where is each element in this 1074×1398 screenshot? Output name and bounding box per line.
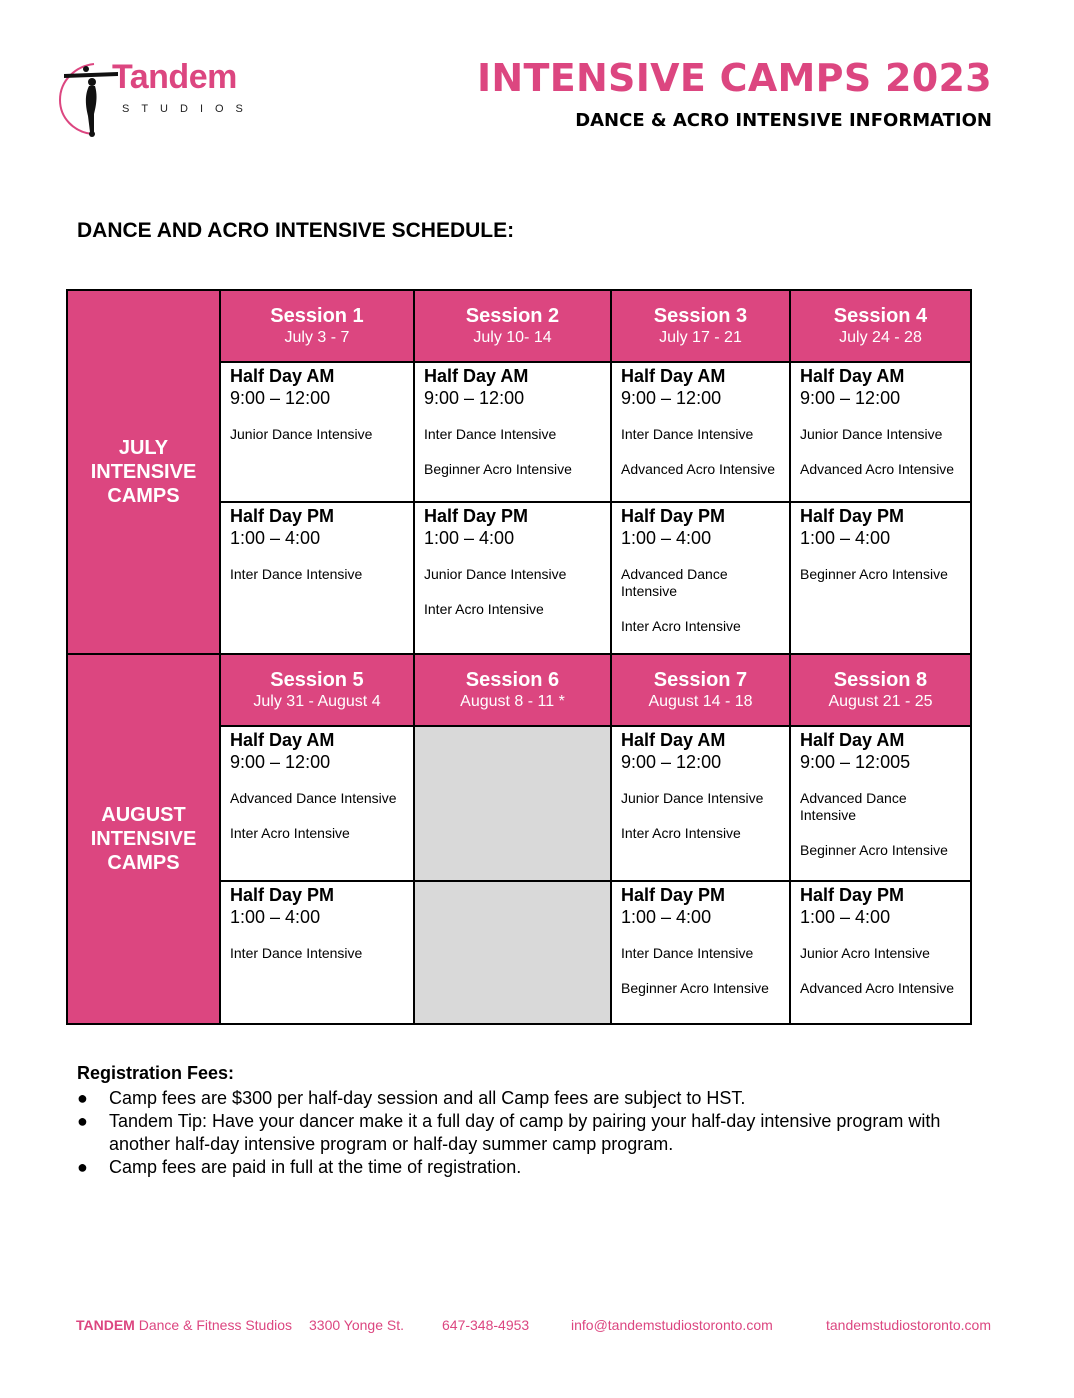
slot-label: Half Day AM [621, 730, 726, 750]
session-dates: August 21 - 25 [828, 693, 933, 710]
list-item [77, 1087, 992, 1110]
month-label-line: INTENSIVE [90, 828, 197, 850]
program-name: Junior Dance Intensive [424, 566, 567, 582]
month-label-line: CAMPS [107, 852, 180, 874]
session-name: Session 1 [270, 305, 364, 327]
session-name: Session 8 [833, 669, 928, 691]
month-label-line: INTENSIVE [90, 461, 197, 483]
logo-wordmark: Tandem [112, 58, 237, 96]
session-name: Session 3 [653, 305, 748, 327]
slot-time: 1:00 – 4:00 [800, 528, 891, 548]
program-name: Junior Acro Intensive [800, 945, 930, 961]
time-slot [220, 881, 414, 1024]
page-subtitle: DANCE & ACRO INTENSIVE INFORMATION [575, 110, 992, 131]
slot-label: Half Day PM [424, 506, 529, 526]
program-name: Inter Acro Intensive [621, 618, 741, 634]
session-dates: July 24 - 28 [839, 329, 922, 346]
program-name: Inter Acro Intensive [230, 825, 350, 841]
slot-time: 1:00 – 4:00 [230, 528, 321, 548]
fee-text: Camp fees are $300 per half-day session and all Camp fees are subject to HST. [109, 1088, 746, 1108]
time-slot [611, 881, 790, 1024]
slot-label: Half Day PM [800, 506, 905, 526]
slot-label: Half Day PM [230, 885, 335, 905]
bullet-icon: ● [77, 1088, 88, 1108]
session-name: Session 6 [465, 669, 560, 691]
time-slot [790, 362, 971, 502]
footer [76, 1317, 996, 1335]
page-title: INTENSIVE CAMPS 2023 [476, 56, 992, 100]
program-name: Inter Dance Intensive [230, 945, 363, 961]
month-label-line: JULY [118, 437, 169, 459]
session-header [611, 290, 790, 362]
program-name: Advanced Acro Intensive [621, 461, 776, 477]
slot-label: Half Day AM [621, 366, 726, 386]
session-dates: July 3 - 7 [284, 329, 350, 346]
program-name: Advanced Acro Intensive [800, 980, 955, 996]
program-name: Beginner Acro Intensive [621, 980, 769, 996]
session-name: Session 2 [465, 305, 560, 327]
slot-time: 1:00 – 4:00 [230, 907, 321, 927]
slot-time: 9:00 – 12:005 [800, 752, 911, 772]
slot-label: Half Day AM [230, 366, 335, 386]
logo-subtext: STUDIOS [122, 103, 255, 115]
slot-label: Half Day PM [621, 885, 726, 905]
footer-company [76, 1317, 292, 1333]
slot-label: Half Day AM [800, 366, 905, 386]
empty-slot [414, 726, 611, 881]
program-name: Beginner Acro Intensive [800, 842, 948, 858]
program-name: Advanced Dance Intensive [230, 790, 397, 806]
program-name: Beginner Acro Intensive [800, 566, 948, 582]
session-dates: August 14 - 18 [648, 693, 753, 710]
slot-label: Half Day AM [424, 366, 529, 386]
fees-list [77, 1087, 992, 1179]
time-slot [220, 362, 414, 502]
time-slot [611, 726, 790, 881]
footer-website[interactable]: tandemstudiostoronto.com [826, 1317, 991, 1333]
time-slot [790, 502, 971, 654]
footer-company-name: Dance & Fitness Studios [138, 1317, 293, 1333]
program-name: Junior Dance Intensive [621, 790, 764, 806]
session-header [611, 654, 790, 726]
footer-phone[interactable]: 647-348-4953 [442, 1317, 530, 1333]
bullet-icon: ● [77, 1157, 88, 1177]
program-name: Inter Acro Intensive [424, 601, 544, 617]
time-slot [790, 881, 971, 1024]
slot-time: 9:00 – 12:00 [424, 388, 525, 408]
time-slot [414, 362, 611, 502]
session-dates: August 8 - 11 * [460, 693, 565, 710]
session-dates: July 17 - 21 [659, 329, 742, 346]
month-label-line: CAMPS [107, 485, 180, 507]
fee-text: Camp fees are paid in full at the time of registration. [109, 1157, 522, 1177]
session-dates: July 31 - August 4 [253, 693, 381, 710]
slot-label: Half Day PM [621, 506, 726, 526]
slot-time: 9:00 – 12:00 [621, 752, 722, 772]
slot-time: 9:00 – 12:00 [230, 388, 331, 408]
program-name: Beginner Acro Intensive [424, 461, 572, 477]
month-label-line: AUGUST [101, 804, 186, 826]
session-header [414, 654, 611, 726]
slot-time: 1:00 – 4:00 [621, 528, 712, 548]
month-label [67, 654, 220, 1024]
slot-time: 1:00 – 4:00 [621, 907, 712, 927]
session-name: Session 4 [833, 305, 928, 327]
slot-time: 9:00 – 12:00 [621, 388, 722, 408]
slot-label: Half Day AM [230, 730, 335, 750]
program-name: Inter Dance Intensive [621, 945, 754, 961]
time-slot [220, 726, 414, 881]
program-name: Advanced Dance Intensive [621, 566, 728, 599]
logo [56, 56, 296, 140]
session-name: Session 7 [653, 669, 748, 691]
fees-heading: Registration Fees: [77, 1063, 235, 1083]
list-item [77, 1156, 992, 1179]
schedule-heading: DANCE AND ACRO INTENSIVE SCHEDULE: [77, 219, 515, 242]
session-name: Session 5 [270, 669, 364, 691]
time-slot [611, 502, 790, 654]
slot-time: 9:00 – 12:00 [230, 752, 331, 772]
schedule-table [66, 289, 972, 1025]
time-slot [790, 726, 971, 881]
slot-time: 1:00 – 4:00 [800, 907, 891, 927]
slot-label: Half Day AM [800, 730, 905, 750]
session-header [790, 654, 971, 726]
time-slot [414, 502, 611, 654]
program-name: Advanced Acro Intensive [800, 461, 955, 477]
program-name: Inter Dance Intensive [621, 426, 754, 442]
program-name: Junior Dance Intensive [230, 426, 373, 442]
program-name: Junior Dance Intensive [800, 426, 943, 442]
slot-time: 9:00 – 12:00 [800, 388, 901, 408]
session-dates: July 10- 14 [473, 329, 552, 346]
session-header [220, 290, 414, 362]
program-name: Inter Dance Intensive [230, 566, 363, 582]
slot-label: Half Day PM [230, 506, 335, 526]
time-slot [611, 362, 790, 502]
program-name: Inter Acro Intensive [621, 825, 741, 841]
slot-label: Half Day PM [800, 885, 905, 905]
month-label [67, 290, 220, 654]
program-name: Inter Dance Intensive [424, 426, 557, 442]
bullet-icon: ● [77, 1111, 88, 1131]
program-name: Advanced Dance Intensive [800, 790, 907, 823]
session-header [220, 654, 414, 726]
footer-email[interactable]: info@tandemstudiostoronto.com [571, 1317, 773, 1333]
footer-brand: TANDEM [76, 1317, 135, 1333]
list-item [77, 1110, 992, 1156]
session-header [790, 290, 971, 362]
slot-time: 1:00 – 4:00 [424, 528, 515, 548]
empty-slot [414, 881, 611, 1024]
time-slot [220, 502, 414, 654]
session-header [414, 290, 611, 362]
fee-text: Tandem Tip: Have your dancer make it a full day of camp by pairing your half-day intensive program with another half-day intensive program or half-day summer camp program. [109, 1111, 941, 1154]
footer-address: 3300 Yonge St. [309, 1317, 404, 1333]
